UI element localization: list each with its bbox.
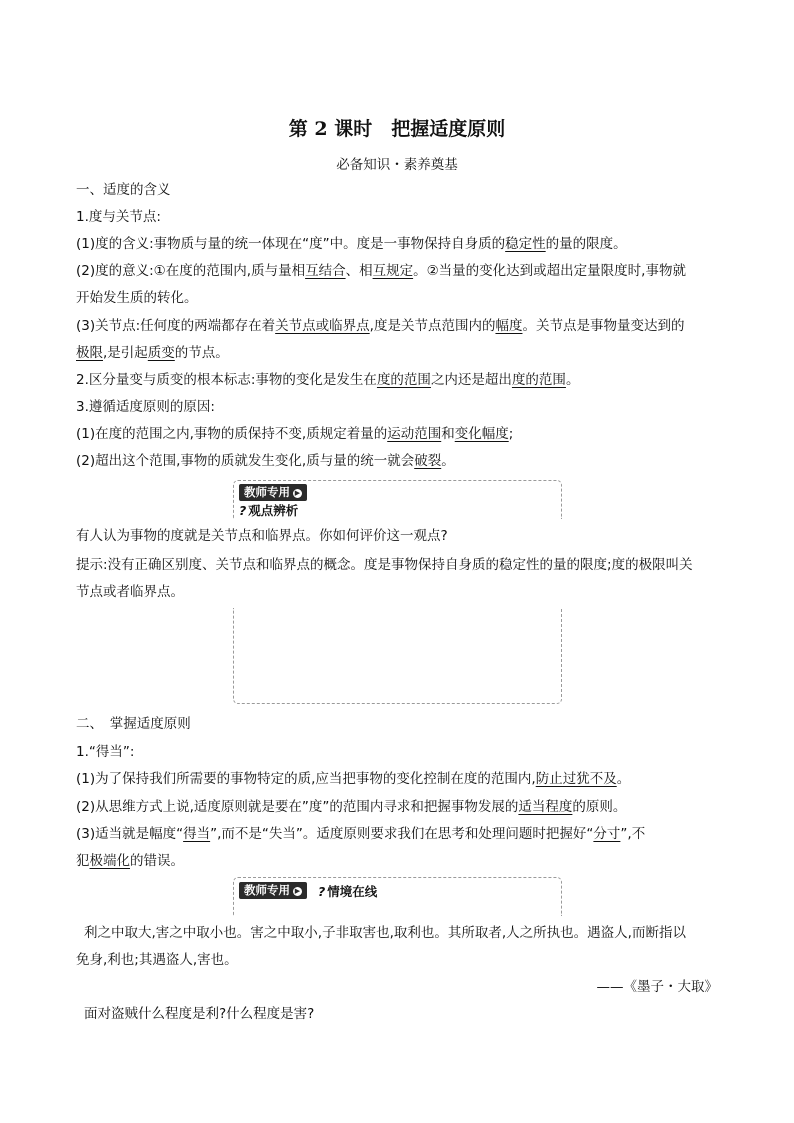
section-heading-1: 一、适度的含义 [76,182,171,198]
key-term: 得当 [183,826,211,842]
key-term: 互规定 [372,263,414,279]
paragraph-line: 2.区分量变与质变的根本标志:事物的变化是发生在度的范围之内还是超出度的范围。 [76,372,580,388]
paragraph-line: 开始发生质的转化。 [76,290,198,306]
paragraph-line: (1)为了保持我们所需要的事物特定的质,应当把事物的变化控制在度的范围内,防止过犹不及。 [76,771,631,787]
paragraph-line: 极限,是引起质变的节点。 [76,345,229,361]
key-term: 幅度 [495,318,523,334]
paragraph-line: 犯极端化的错误。 [76,853,184,869]
item-title: 3.遵循适度原则的原因: [76,399,215,415]
key-term: 破裂 [414,453,442,469]
key-term: 极端化 [89,853,130,869]
paragraph-line: (3)适当就是幅度“得当”,而不是“失当”。适度原则要求我们在思考和处理问题时把握好“分寸”,不 [76,826,646,842]
paragraph-line: (2)从思维方式上说,适度原则就是要在”度”的范围内寻求和把握事物发展的适当程度的原则。 [76,799,627,815]
key-term: 质变 [147,345,175,361]
page-title: 第 2 课时 把握适度原则 [288,118,506,140]
quote-text: 免身,利也;其遇盗人,害也。 [76,952,238,968]
teacher-only-tag: 教师专用 ▶ [239,882,307,899]
key-term: 变化幅度 [454,426,509,442]
box-label: ? 情境在线 [318,884,378,899]
item-title: 1.度与关节点: [76,209,161,225]
question-text: 有人认为事物的度就是关节点和临界点。你如何评价这一观点? [76,528,448,544]
key-term: 分寸 [593,826,621,842]
key-term: 运动范围 [387,426,442,442]
teacher-box-bottom [233,608,562,704]
hint-text: 节点或者临界点。 [76,584,184,600]
key-term: 适当程度 [518,799,573,815]
key-term: 互结合 [305,263,346,279]
key-term: 度的范围 [511,372,566,388]
arrow-right-icon: ▶ [294,489,301,497]
box-label: ? 观点辨析 [239,503,299,518]
key-term: 度的范围 [376,372,431,388]
teacher-only-tag: 教师专用 ▶ [239,484,307,501]
question-icon: ? [239,503,247,518]
section-heading-2: 二、 掌握适度原则 [76,716,191,732]
key-term: 关节点或临界点 [275,318,370,334]
quote-text: 利之中取大,害之中取小也。害之中取小,子非取害也,取利也。其所取者,人之所执也。遇盗人,而断指以 [84,925,686,941]
question-icon: ? [318,884,326,899]
paragraph-line: (3)关节点:任何度的两端都存在着关节点或临界点,度是关节点范围内的幅度。关节点是事物量变达到的 [76,318,685,334]
hint-text: 提示:没有正确区别度、关节点和临界点的概念。度是事物保持自身质的稳定性的量的限度;度的极限叫关 [76,557,693,573]
item-title: 1.“得当”: [76,744,135,760]
paragraph-line: (1)度的含义:事物质与量的统一体现在“度”中。度是一事物保持自身质的稳定性的量的限度。 [76,236,627,252]
key-term: 极限 [76,345,103,361]
key-term: 稳定性 [505,236,546,252]
key-term: 防止过犹不及 [535,771,617,787]
paragraph-line: (2)超出这个范围,事物的质就发生变化,质与量的统一就会破裂。 [76,453,455,469]
question-text: 面对盗贼什么程度是利?什么程度是害? [84,1006,315,1022]
paragraph-line: (2)度的意义:①在度的范围内,质与量相互结合、相互规定。②当量的变化达到或超出定量限度时,事物就 [76,263,686,279]
page-subtitle: 必备知识・素养奠基 [336,157,458,173]
quote-source: ——《墨子・大取》 [596,979,718,995]
arrow-right-icon: ▶ [294,887,301,895]
paragraph-line: (1)在度的范围之内,事物的质保持不变,质规定着量的运动范围和变化幅度; [76,426,514,442]
